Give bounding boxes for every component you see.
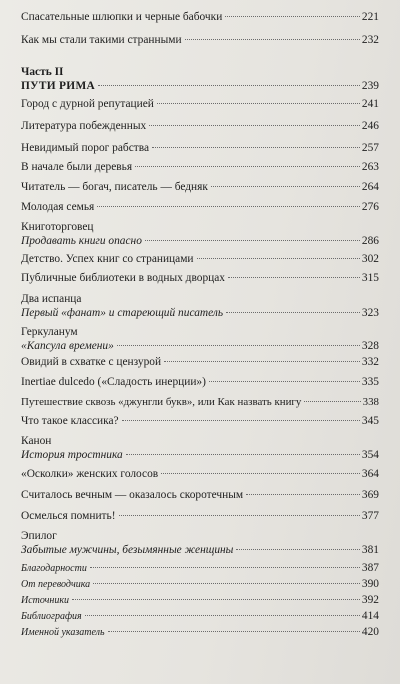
toc-entry — [21, 577, 379, 592]
toc-entry — [21, 509, 379, 523]
entry-title: Библиография — [21, 611, 82, 622]
entry-title: Литература побежденных — [21, 120, 147, 132]
toc-entry — [21, 200, 379, 214]
dot-leader — [135, 166, 360, 167]
toc-entry — [21, 414, 379, 428]
entry-page: 420 — [361, 626, 379, 638]
group-subtitle: Первый «фанат» и стареющий писатель — [21, 307, 224, 319]
entry-page: 414 — [361, 610, 379, 622]
part-title: ПУТИ РИМА — [21, 80, 96, 92]
entry-page: 381 — [361, 544, 379, 556]
entry-page: 302 — [361, 253, 379, 265]
toc-group — [21, 434, 379, 462]
dot-leader — [117, 345, 360, 346]
entry-title: Овидий в схватке с цензурой — [21, 356, 162, 368]
group-subtitle: История тростника — [21, 449, 123, 461]
dot-leader — [126, 454, 360, 455]
entry-page: 335 — [361, 376, 379, 388]
entry-page: 246 — [361, 120, 379, 132]
dot-leader — [197, 258, 360, 259]
toc-entry — [21, 488, 379, 502]
toc-group — [21, 325, 379, 353]
dot-leader — [72, 599, 360, 600]
dot-leader — [246, 494, 360, 495]
group-subtitle: Забытые мужчины, безымянные женщины — [21, 544, 234, 556]
dot-leader — [304, 401, 360, 402]
entry-title: Источники — [21, 595, 70, 606]
group-heading: Канон — [21, 435, 52, 447]
entry-title: Читатель — богач, писатель — бедняк — [21, 181, 208, 193]
toc-entry — [21, 467, 379, 481]
part-heading — [21, 66, 379, 93]
entry-title: Невидимый порог рабства — [21, 142, 150, 154]
entry-title: Inertiae dulcedo («Сладость инерции») — [21, 376, 206, 388]
toc-entry — [21, 33, 379, 47]
entry-title: Путешествие сквозь «джунгли букв», или Как назвать книгу — [21, 396, 302, 408]
entry-title: Спасательные шлюпки и черные бабочки — [21, 11, 223, 23]
toc-entry — [21, 10, 379, 24]
group-heading: Геркуланум — [21, 326, 78, 338]
dot-leader — [85, 615, 360, 616]
entry-title: Что такое классика? — [21, 415, 119, 427]
dot-leader — [211, 186, 360, 187]
entry-page: 276 — [361, 201, 379, 213]
entry-page: 264 — [361, 181, 379, 193]
group-heading: Эпилог — [21, 530, 57, 542]
entry-page: 241 — [361, 98, 379, 110]
dot-leader — [149, 125, 360, 126]
entry-page: 369 — [361, 489, 379, 501]
toc-group — [21, 529, 379, 557]
entry-page: 392 — [361, 594, 379, 606]
entry-page: 390 — [361, 578, 379, 590]
entry-page: 387 — [361, 562, 379, 574]
toc-entry — [21, 355, 379, 369]
entry-title: Молодая семья — [21, 201, 95, 213]
toc-entry — [21, 609, 379, 624]
entry-title: Публичные библиотеки в водных дворцах — [21, 272, 225, 284]
entry-title: Осмелься помнить! — [21, 510, 116, 522]
toc-entry — [21, 119, 379, 133]
entry-page: 338 — [362, 396, 379, 408]
dot-leader — [145, 240, 360, 241]
toc-entry — [21, 160, 379, 174]
entry-page: 323 — [361, 307, 379, 319]
entry-page: 239 — [361, 80, 379, 92]
toc-entry — [21, 271, 379, 285]
toc-entry — [21, 593, 379, 608]
dot-leader — [97, 206, 360, 207]
entry-page: 221 — [361, 11, 379, 23]
dot-leader — [108, 631, 360, 632]
entry-page: 263 — [361, 161, 379, 173]
group-heading: Два испанца — [21, 293, 82, 305]
entry-page: 286 — [361, 235, 379, 247]
dot-leader — [157, 103, 360, 104]
entry-page: 345 — [361, 415, 379, 427]
dot-leader — [122, 420, 360, 421]
entry-page: 328 — [361, 340, 379, 352]
dot-leader — [226, 312, 360, 313]
entry-title: В начале были деревья — [21, 161, 133, 173]
entry-title: Считалось вечным — оказалось скоротечным — [21, 489, 244, 501]
toc-entry — [21, 625, 379, 640]
entry-title: Как мы стали такими странными — [21, 34, 182, 46]
entry-page: 232 — [361, 34, 379, 46]
dot-leader — [236, 549, 360, 550]
entry-title: Именной указатель — [21, 627, 105, 638]
entry-title: От переводчика — [21, 579, 91, 590]
part-label: Часть II — [21, 66, 64, 78]
dot-leader — [225, 16, 360, 17]
group-heading: Книготорговец — [21, 221, 94, 233]
entry-page: 332 — [361, 356, 379, 368]
toc-entry — [21, 395, 379, 409]
toc-entry — [21, 180, 379, 194]
toc-entry — [21, 97, 379, 111]
toc-entry — [21, 561, 379, 576]
dot-leader — [185, 39, 360, 40]
entry-title: Город с дурной репутацией — [21, 98, 154, 110]
entry-title: «Осколки» женских голосов — [21, 468, 159, 480]
dot-leader — [98, 85, 360, 86]
entry-page: 354 — [361, 449, 379, 461]
dot-leader — [161, 473, 360, 474]
group-subtitle: «Капсула времени» — [21, 340, 114, 352]
entry-title: Детство. Успех книг со страницами — [21, 253, 194, 265]
dot-leader — [90, 567, 360, 568]
dot-leader — [209, 381, 360, 382]
entry-page: 377 — [361, 510, 379, 522]
toc-entry — [21, 375, 379, 389]
dot-leader — [164, 361, 360, 362]
group-subtitle: Продавать книги опасно — [21, 235, 142, 247]
toc-group — [21, 292, 379, 320]
dot-leader — [228, 277, 360, 278]
toc-group — [21, 220, 379, 248]
dot-leader — [93, 583, 360, 584]
entry-title: Благодарности — [21, 563, 87, 574]
toc-entry — [21, 252, 379, 266]
entry-page: 364 — [361, 468, 379, 480]
toc-entry — [21, 141, 379, 155]
entry-page: 257 — [361, 142, 379, 154]
entry-page: 315 — [361, 272, 379, 284]
dot-leader — [152, 147, 360, 148]
dot-leader — [119, 515, 360, 516]
